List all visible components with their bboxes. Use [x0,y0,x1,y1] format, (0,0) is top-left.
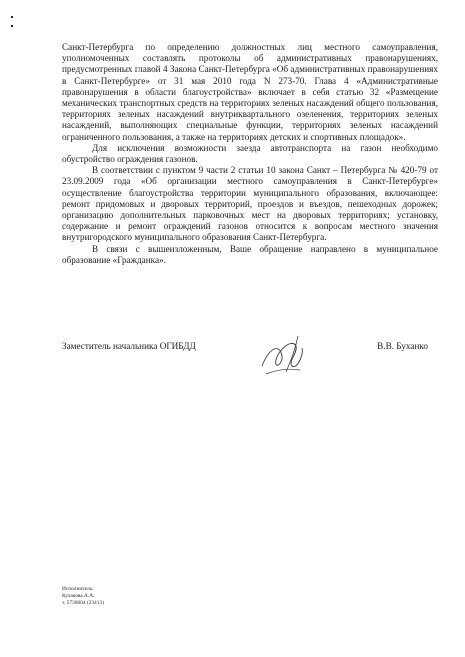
paragraph-continuation: Санкт-Петербурга по определению должностных лиц местного самоуправления, уполномоченных составлять протоколы об административных правонарушениях, предусмотренных главой 4 Закона Санкт-Петербурга «Об административных правонарушениях в Санкт-Петербурге» от 31 мая 2010 года N 273-70. Глава 4 «Административные правонарушения в области благоустройства» включает в себя статью 32 «Размещение механических транспортных средств на территориях зеленых насаждений общего пользования, территориях зеленых насаждений внутриквартального озеленения, территориях зеленых насаждений, выполняющих специальные функции, территориях зеленых насаждений ограниченного пользования, а также на территориях детских и спортивных площадок». [62,42,438,142]
paragraph-conclusion: В связи с вышеизложенным, Ваше обращение направлено в муниципальное образование «Гражданка». [62,243,438,265]
executor-info [62,586,104,607]
executor-name: Кулакова А.А. [62,593,95,599]
hole-mark [11,16,13,18]
handwritten-signature [252,326,322,386]
letter-body [62,42,438,266]
executor-phone: т. 5730804 (23413) [62,600,104,606]
paragraph-fence-need: Для исключения возможности заезда автотранспорта на газон необходимо обустройство ограждения газонов. [62,142,438,165]
hole-mark [11,25,13,27]
signer-name: В.В. Буханко [377,341,428,351]
executor-label: Исполнитель: [62,586,94,592]
signature-block [62,341,438,401]
signer-position: Заместитель начальника ОГИБДД [62,341,196,351]
paragraph-law-reference: В соответствии с пунктом 9 части 2 статьи 10 закона Санкт – Петербурга № 420-79 от 23.09.2009 года «Об организации местного самоуправления в Санкт-Петербурге» осуществление благоустройства территории муниципального образования, включающее: ремонт придомовых и дворовых территорий, проездов и въездов, пешеходных дорожек; организацию дополнительных парковочных мест на дворовых территориях; установку, содержание и ремонт ограждений газонов относится к вопросам местного значения внутригородского муниципального образования Санкт-Петербурга. [62,165,438,243]
binding-holes [11,16,15,34]
